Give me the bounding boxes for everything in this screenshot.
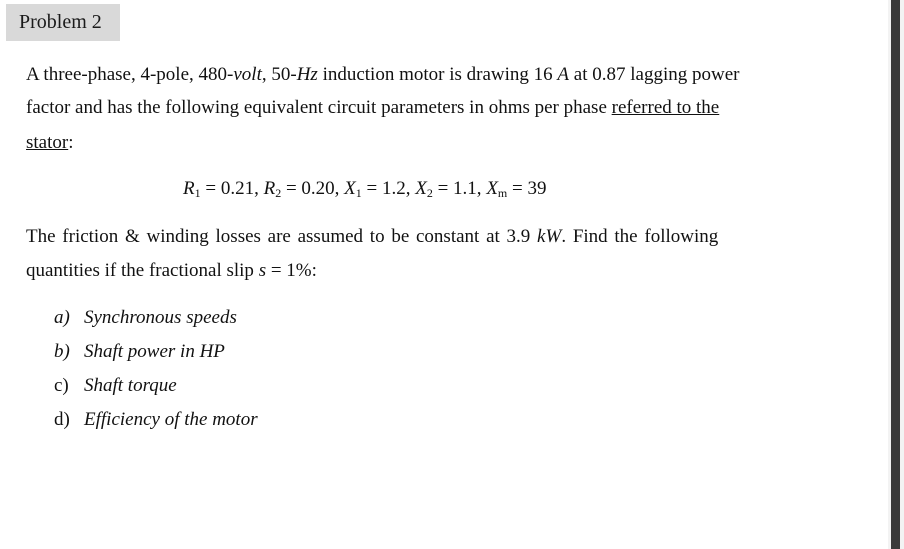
question-text: Synchronous speeds	[84, 307, 237, 328]
scrollbar-thumb[interactable]	[891, 0, 900, 549]
question-item	[54, 340, 258, 374]
question-text: Shaft torque	[84, 375, 177, 396]
question-list	[54, 306, 258, 442]
question-marker: b)	[54, 341, 70, 362]
question-item	[54, 306, 258, 340]
problem-statement-line-2: factor and has the following equivalent circuit parameters in ohms per phase referred to the	[26, 97, 720, 118]
question-text: Efficiency of the motor	[84, 409, 258, 430]
losses-statement-line-1: The friction & winding losses are assumed to be constant at 3.9 kW. Find the following	[26, 226, 719, 247]
question-marker: a)	[54, 307, 70, 328]
problem-title: Problem 2	[6, 4, 120, 41]
question-marker: d)	[54, 409, 70, 430]
question-item	[54, 408, 258, 442]
problem-statement-line-3: stator:	[26, 132, 74, 153]
circuit-parameters-equation: $R_1 = 0.21$, $R_2 = 0.20$, $X_1 = 1.2$, $X_2 = 1.1$, $X_m = 39$	[183, 178, 547, 200]
question-marker: c)	[54, 375, 69, 396]
problem-statement-line-1: A three-phase, 4-pole, 480-volt, 50-Hz induction motor is drawing 16 A at 0.87 lagging power	[26, 64, 740, 85]
question-text: Shaft power in HP	[84, 341, 225, 362]
question-item	[54, 374, 258, 408]
losses-statement-line-2: quantities if the fractional slip s = 1%:	[26, 260, 317, 281]
